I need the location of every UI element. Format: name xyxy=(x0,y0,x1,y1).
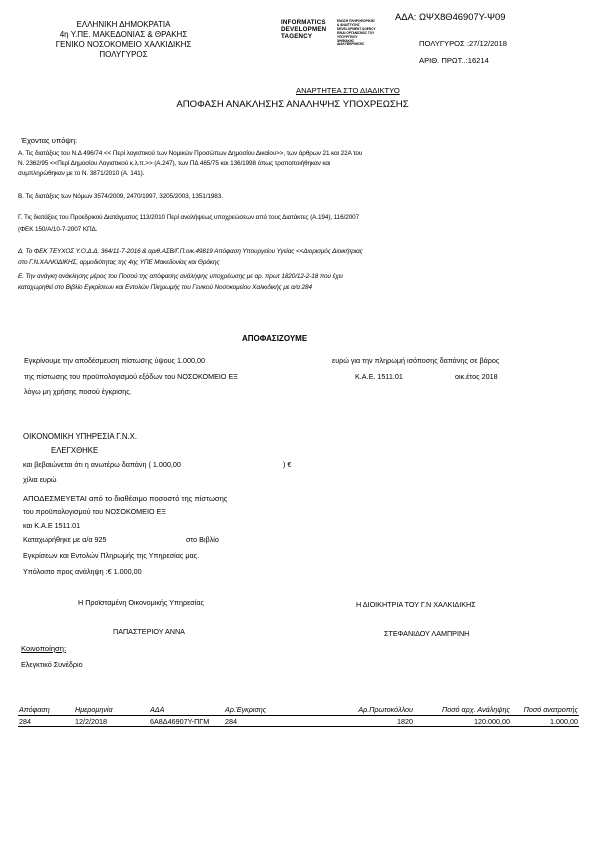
logo-text: INFORMATICS DEVELOPMEN TAGENCY xyxy=(281,19,327,41)
registered-line: Καταχωρήθηκε με α/α 925 xyxy=(23,535,107,544)
org-line: ΠΟΛΥΓΥΡΟΣ xyxy=(99,50,148,59)
clause-e-line1: Ε. Την ανάγκη ανάκλησης μέρος του Ποσού της απόφασης ανάληψης υποχρέωσης με αρ. πρωτ 1820/12-2-18 που έχει xyxy=(18,273,343,280)
column-header: Αρ.Πρωτοκόλλου xyxy=(358,705,413,714)
table-cell: 1820 xyxy=(322,716,414,727)
organization-header xyxy=(21,20,226,60)
considering-heading: Έχοντας υπόψη: xyxy=(21,136,78,145)
release-line: ΑΠΟΔΕΣΜΕΥΕΤΑΙ από το διαθέσιμο ποσοστό της πίστωσης xyxy=(23,494,228,503)
logo-small-text: ΕΝΩΣΗ ΠΛΗΡΟΦΟΡΙΚΗΣ & ΑΝΑΠΤΥΞΗΣ DEVELOPMENT AGENCY ΕΙΝΑΙ ΟΡΓΑΝΙΣΜΟΣ ΤΟΥ ΥΠΟΥΡΓΕΙΟΥ ΨΗΦΙΑΚΗΣ ΔΙΑΚΥΒΕΡΝΗΣΗΣ xyxy=(337,19,376,47)
notification-recipient: Ελεγκτικό Συνέδριο xyxy=(21,660,83,669)
column-header: Αρ.Έγκρισης xyxy=(225,705,267,714)
finance-office: ΟΙΚΟΝΟΜΙΚΗ ΥΠΗΡΕΣΙΑ Γ.Ν.Χ. xyxy=(23,432,138,441)
clause-a-line1: Α. Τις διατάξεις του Ν.Δ 496/74 << Περί λογιστικού των Νομικών Προσώπων Δημοσίου Δικαίου>>, των άρθρων 21 και 22Α του xyxy=(18,150,363,157)
approval-line2-left: της πίστωσης του προϋπολογισμού εξόδων του ΝΟΣΟΚΟΜΕΙΟ ΕΞ xyxy=(24,372,238,381)
left-signatory-role: Η Προϊσταμένη Οικονομικής Υπηρεσίας xyxy=(78,598,204,607)
column-header: Απόφαση xyxy=(19,705,50,714)
clause-c-line1: Γ. Τις διατάξεις του Προεδρικού Διατάγματος 113/2010 Περί αναλήψεως υποχρεώσεων από τους Διατάκτες (Α.194), 116/2007 xyxy=(18,214,360,221)
approval-year: οικ.έτος 2018 xyxy=(455,372,498,381)
book-label: στο Βιβλίο xyxy=(186,535,219,544)
left-signatory-name: ΠΑΠΑΣΤΕΡΙΟΥ ΑΝΝΑ xyxy=(113,627,185,636)
clause-d-line2: στο Γ.Ν.ΧΑΛΚΙΔΙΚΗΣ, αρμοδιότητας της 4ης ΥΠΕ Μακεδονίας και Θράκης xyxy=(18,259,220,266)
right-signatory-name: ΣΤΕΦΑΝΙΔΟΥ ΛΑΜΠΡΙΝΗ xyxy=(384,629,470,638)
approval-kae: Κ.Α.Ε. 1511.01 xyxy=(355,372,403,381)
certify-currency: ) € xyxy=(283,460,292,469)
table-cell: 1.000,00 xyxy=(511,716,579,727)
ada-code: ΑΔΑ: ΩΨΧ8Θ46907Υ-Ψ09 xyxy=(395,11,506,22)
clause-e-line2: καταχωρηθεί στο Βιβλίο Εγκρίσεων και Εντολών Πληρωμής του Γενικού Νοσοκομείου Χαλκιδικής με α/α 284 xyxy=(18,284,312,291)
column-header: Ημερομηνία xyxy=(75,705,113,714)
org-line: 4η Υ.ΠΕ. ΜΑΚΕΔΟΝΙΑΣ & ΘΡΑΚΗΣ xyxy=(59,30,188,39)
checked-label: ΕΛΕΓΧΘΗΚΕ xyxy=(51,446,99,455)
clause-c-line2: (ΦΕΚ 150/Α/10-7-2007 ΚΠΔ. xyxy=(18,226,98,233)
payment-summary-table xyxy=(18,704,579,727)
clause-a-line2: Ν. 2362/95 <<Περί Δημοσίου Λογιστικού κ.λ.π.>> (Α.247), των ΠΔ 465/75 και 136/1998 όπως τροποποιήθηκαν και xyxy=(18,160,331,167)
budget-line: του προϋπολογισμού του ΝΟΣΟΚΟΜΕΙΟ ΕΞ xyxy=(23,507,167,516)
decision-heading: ΑΠΟΦΑΣΙΖΟΥΜΕ xyxy=(242,334,308,343)
approval-line1-left: Εγκρίνουμε την αποδέσμευση πίστωσης ύψους 1.000,00 xyxy=(24,356,205,365)
table-cell: 284 xyxy=(224,716,322,727)
approval-line1-right: ευρώ για την πληρωμή ισόποσης δαπάνης σε βάρος xyxy=(332,356,500,365)
diavgeia-logo xyxy=(281,19,389,47)
certify-line: και βεβαιώνεται ότι η ανωτέρω δαπάνη ( 1.000,00 xyxy=(23,460,181,469)
approvals-book-line: Εγκρίσεων και Εντολών Πληρωμής της Υπηρεσίας μας. xyxy=(23,551,200,560)
clause-b: Β. Τις διατάξεις των Νόμων 3574/2009, 2470/1997, 3205/2003, 1351/1983. xyxy=(18,193,223,200)
protocol-number: ΑΡΙΘ. ΠΡΩΤ..:16214 xyxy=(419,56,489,65)
column-header: Ποσό ανατροπής xyxy=(523,705,578,714)
column-header: ΑΔΑ xyxy=(150,705,165,714)
approval-line3: λόγω μη χρήσης ποσού έγκρισης. xyxy=(24,387,132,396)
clause-a-line3: συμπληρώθηκαν με το Ν. 3871/2010 (Α. 141). xyxy=(18,170,145,177)
table-cell: 284 xyxy=(18,716,74,727)
place-date: ΠΟΛΥΓΥΡΟΣ :27/12/2018 xyxy=(419,39,507,48)
table-cell: 12/2/2018 xyxy=(74,716,149,727)
table-cell: 6Α8Δ46907Υ-ΠΓΜ xyxy=(149,716,224,727)
amount-in-words: χίλια ευρώ xyxy=(23,475,57,484)
posting-note: ΑΝΑΡΤΗΤΕΑ ΣΤΟ ΔΙΑΔΙΚΤΥΟ xyxy=(296,86,400,95)
notification-label: Κοινοποίηση: xyxy=(21,644,67,653)
table-header-row xyxy=(18,704,579,716)
remaining-amount: Υπόλοιπο προς ανάληψη :€ 1.000,00 xyxy=(23,567,142,576)
kae-line: και Κ.Α.Ε 1511.01 xyxy=(23,521,81,530)
table-row xyxy=(18,716,579,727)
table-cell: 120.000,00 xyxy=(414,716,511,727)
org-line: ΓΕΝΙΚΟ ΝΟΣΟΚΟΜΕΙΟ ΧΑΛΚΙΔΙΚΗΣ xyxy=(55,40,192,49)
clause-d-line1: Δ. Το ΦΕΚ ΤΕΥΧΟΣ Υ.Ο.Δ.Δ. 364/11-7-2016 & αριθ.ΑΣΒ/Γ.Π.οικ.49819 Απόφαση Υπουργείου Υγείας <<Διορισμός Διοικήτριας xyxy=(18,248,363,255)
right-signatory-role: Η ΔΙΟΙΚΗΤΡΙΑ ΤΟΥ Γ.Ν ΧΑΛΚΙΔΙΚΗΣ xyxy=(356,600,476,609)
column-header: Ποσό αρχ. Ανάληψης xyxy=(442,705,510,714)
document-title: ΑΠΟΦΑΣΗ ΑΝΑΚΛΗΣΗΣ ΑΝΑΛΗΨΗΣ ΥΠΟΧΡΕΩΣΗΣ xyxy=(176,99,409,110)
org-line: ΕΛΛΗΝΙΚΗ ΔΗΜΟΚΡΑΤΙΑ xyxy=(76,20,171,29)
